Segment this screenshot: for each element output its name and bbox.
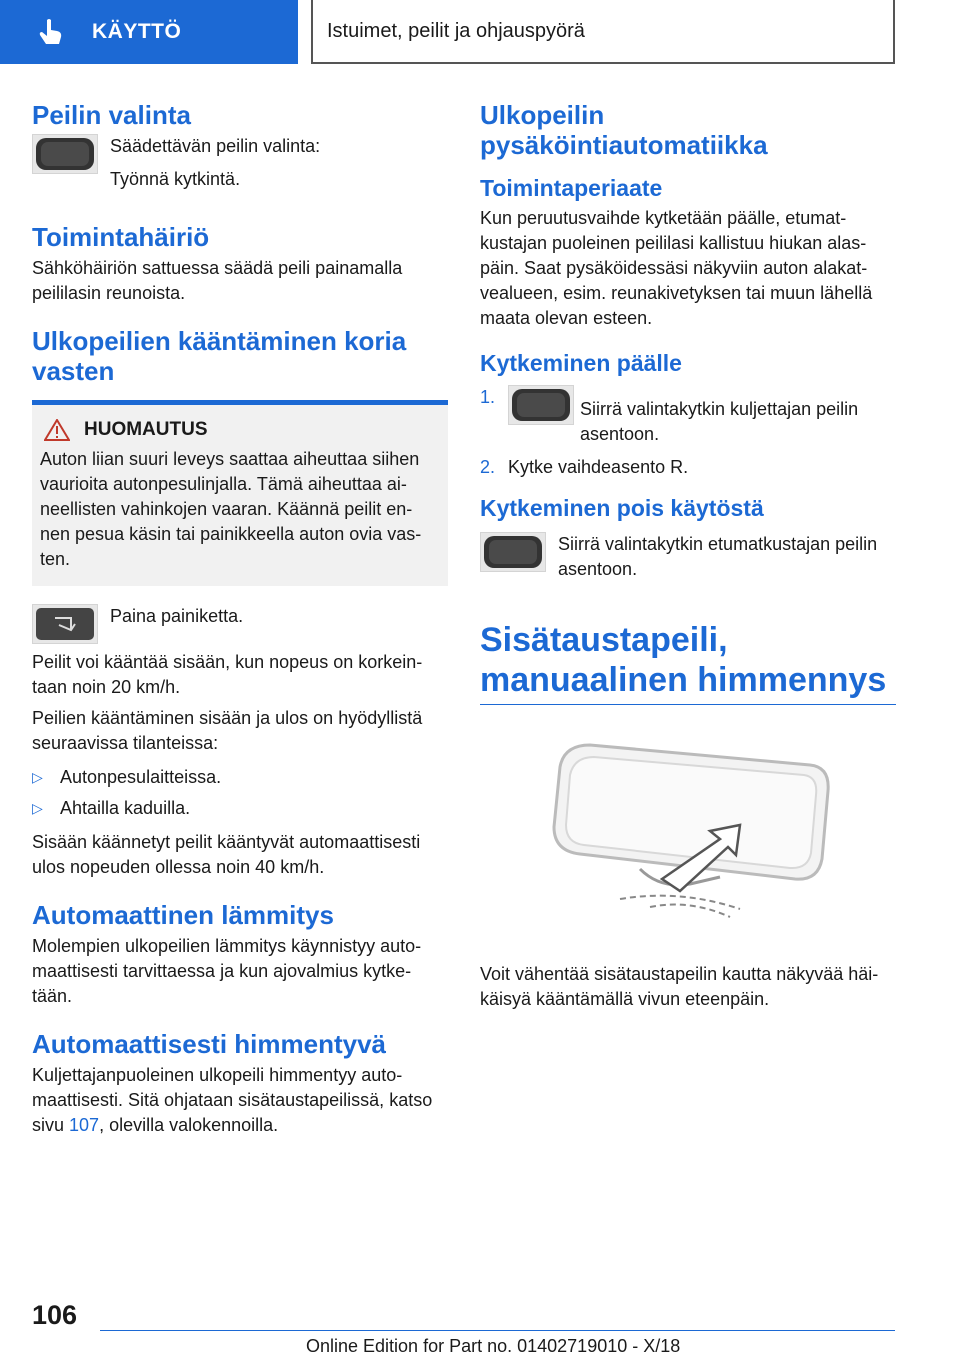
- triangle-bullet-icon: ▷: [32, 800, 43, 816]
- list-item: ▷ Autonpesulaitteissa.: [32, 762, 448, 793]
- fold-button-row: [32, 604, 448, 644]
- sisataustapeili-text: Voit vähentää sisätaustapeilin kautta näkyvää häi-käisyä kääntämällä vivun eteenpäin.: [480, 964, 879, 1009]
- heading-himmentyva: Automaattisesti himmentyvä: [32, 1029, 386, 1059]
- list-item: 2. Kytke vaihdeasento R.: [480, 457, 689, 477]
- hand-pointer-icon: [36, 17, 66, 47]
- heading-toimintahairio: Toimintahäiriö: [32, 222, 210, 252]
- list-item: 1. Siirrä valintakytkin kuljettajan peilin asentoon.: [480, 387, 859, 444]
- triangle-bullet-icon: ▷: [32, 769, 43, 785]
- himmentyva-text: Kuljettajanpuoleinen ulkopeili himmentyy auto-maattisesti. Sitä ohjataan sisätaustapeilissä, katso sivu 107, olevilla valokennoilla.: [32, 1065, 433, 1135]
- section-divider: [480, 704, 896, 705]
- rearview-mirror-illustration: [540, 739, 896, 934]
- footer-edition: Online Edition for Part no. 01402719010 - X/18: [306, 1336, 681, 1356]
- footer-divider: [100, 1330, 895, 1331]
- notice-title: [40, 419, 440, 441]
- toimintahairio-text: Sähköhäiriön sattuessa säädä peili painamalla peililasin reunoista.: [32, 258, 403, 303]
- chapter-title: Istuimet, peilit ja ohjauspyörä: [327, 19, 585, 42]
- chapter-header: [311, 0, 895, 64]
- heading-kytkeminen-pois: Kytkeminen pois käytöstä: [480, 495, 764, 521]
- switch-off-text: Siirrä valintakytkin etumatkustajan peilin asentoon.: [558, 534, 878, 579]
- mirror-fold-button-icon: [32, 604, 98, 644]
- page-link[interactable]: 107: [69, 1115, 100, 1135]
- heading-lammitys: Automaattinen lämmitys: [32, 900, 334, 930]
- heading-pysakointi: Ulkopeilin pysäköintiautomatiikka: [480, 100, 768, 160]
- warning-icon: [44, 419, 70, 441]
- mirror-select-text: Säädettävän peilin valinta:: [110, 136, 321, 156]
- switch-off-row: [480, 532, 896, 590]
- notice-box: [32, 405, 448, 586]
- periaate-text: Kun peruutusvaihde kytketään päälle, etumat-kustajan puoleinen peililasi kallistuu hiukan alas-päin. Saat pysäköidessäsi näkyviin auton alakat-vealueen, esim. reunakivetyksen tai muun lähellä maata olevan esteen.: [480, 208, 873, 328]
- fold-para-1: Peilit voi kääntää sisään, kun nopeus on korkein-taan noin 20 km/h.: [32, 652, 423, 697]
- lammitys-text: Molempien ulkopeilien lämmitys käynnistyy auto-maattisesti tarvittaessa ja kun ajovalmius kytke-tään.: [32, 936, 422, 1006]
- heading-toimintaperiaate: Toimintaperiaate: [480, 175, 663, 201]
- fold-para-2: Peilien kääntäminen sisään ja ulos on hyödyllistä seuraavissa tilanteissa:: [32, 708, 423, 753]
- right-column: [480, 100, 896, 1018]
- page-number: 106: [32, 1300, 78, 1330]
- fold-para-3: Sisään käännetyt peilit kääntyvät automaattisesti ulos nopeuden ollessa noin 40 km/h.: [32, 832, 421, 877]
- heading-kaantaminen: Ulkopeilien kääntäminen koria vasten: [32, 326, 407, 386]
- fold-button-text: Paina painiketta.: [110, 606, 244, 626]
- heading-sisataustapeili: Sisätaustapeili, manuaalinen himmennys: [480, 621, 887, 699]
- fold-bullet-list: [32, 762, 448, 824]
- mirror-switch-icon: [480, 532, 546, 572]
- list-item: ▷ Ahtailla kaduilla.: [32, 793, 448, 824]
- heading-peilin-valinta: Peilin valinta: [32, 100, 191, 130]
- mirror-select-row: [32, 134, 448, 200]
- notice-label: HUOMAUTUS: [84, 419, 208, 440]
- steps-list: [480, 385, 896, 480]
- section-title: KÄYTTÖ: [92, 20, 182, 43]
- mirror-push-text: Työnnä kytkintä.: [110, 169, 241, 189]
- heading-kytkeminen-paalle: Kytkeminen päälle: [480, 350, 682, 376]
- notice-text: Auton liian suuri leveys saattaa aiheuttaa siihen vaurioita autonpesulinjalla. Tämä aiheuttaa ai-neellisten vahinkojen vaaran. Käännä peilit en-nen pesua käsin tai painikkeella auton ovia vas-ten.: [40, 449, 422, 569]
- mirror-switch-icon: [508, 385, 574, 425]
- mirror-switch-icon: [32, 134, 98, 174]
- section-header: [0, 0, 298, 64]
- left-column: [32, 100, 448, 1144]
